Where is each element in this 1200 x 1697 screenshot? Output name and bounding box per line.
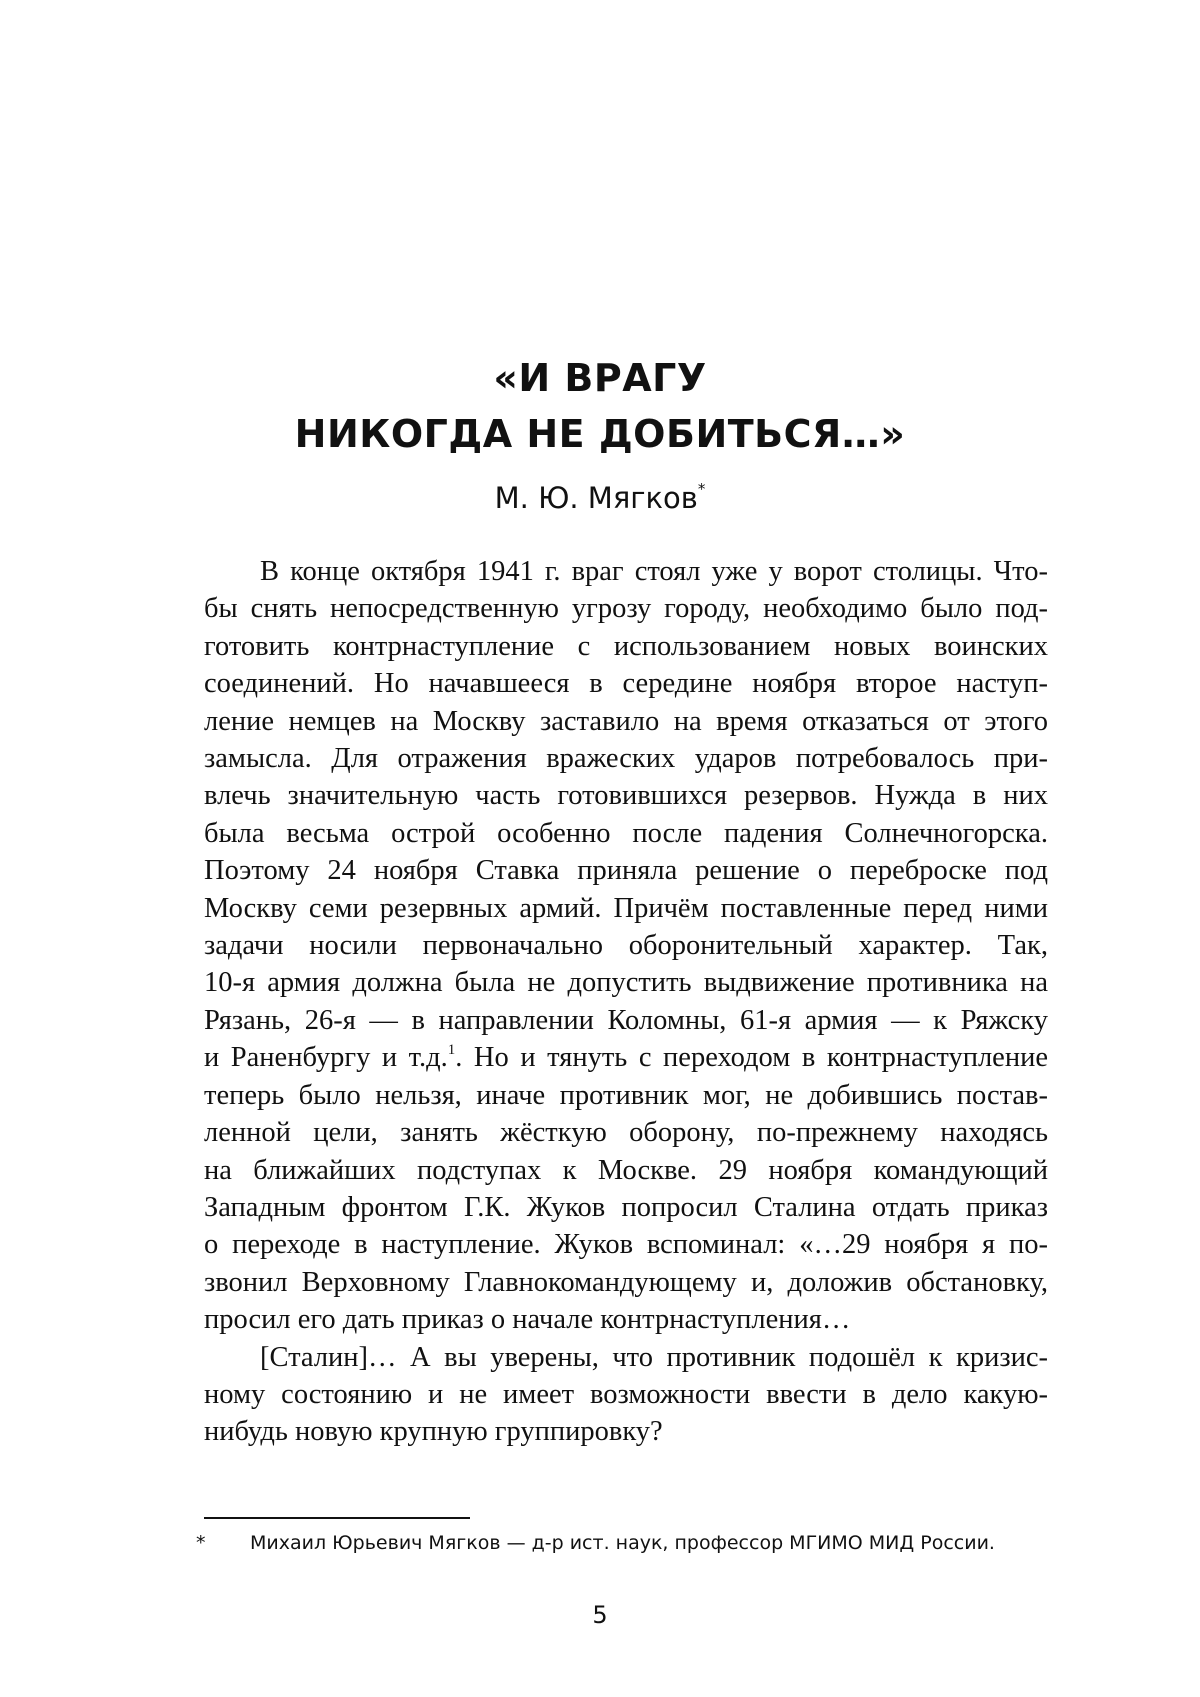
text-line: нибудь новую крупную группировку? xyxy=(204,1416,663,1448)
footnote-mark: * xyxy=(196,1532,206,1554)
footnote-text: Михаил Юрьевич Мягков — д-р ист. наук, профессор МГИМО МИД России. xyxy=(250,1532,995,1554)
text-line: была весьма острой особенно после падения Солнечногорска. xyxy=(204,817,1048,849)
text-line: готовить контрнаступление с использованием новых воинских xyxy=(204,630,1048,662)
chapter-title-line-1: «И ВРАГУ xyxy=(493,356,707,400)
author-name: М. Ю. Мягков xyxy=(494,481,698,515)
text-line: влечь значительную часть готовившихся резервов. Нужда в них xyxy=(204,780,1048,812)
text-line: Москву семи резервных армий. Причём поставленные перед ними xyxy=(204,892,1048,924)
text-line: на ближайших подступах к Москве. 29 ноября командующий xyxy=(204,1154,1048,1186)
text-line: звонил Верховному Главнокомандующему и, доложив обстановку, xyxy=(204,1266,1048,1298)
text-line: замысла. Для отражения вражеских ударов потребовалось при- xyxy=(204,743,1048,775)
text-line: о переходе в наступление. Жуков вспоминал: «…29 ноября я по- xyxy=(204,1229,1048,1261)
author-line xyxy=(0,478,1200,518)
author-footnote-mark: * xyxy=(697,480,706,498)
text-line-with-footnote xyxy=(204,1039,1048,1076)
text-line: бы снять непосредственную угрозу городу, необходимо было под- xyxy=(204,593,1048,625)
page-number: 5 xyxy=(592,1601,608,1629)
body-text xyxy=(204,553,1048,1451)
text-line: задачи носили первоначально оборонительный характер. Так, xyxy=(204,930,1048,962)
text-line: ление немцев на Москву заставило на время отказаться от этого xyxy=(204,705,1048,737)
text-line: 10-я армия должна была не допустить выдвижение противника на xyxy=(204,967,1048,999)
text-line: ному состоянию и не имеет возможности ввести в дело какую- xyxy=(204,1378,1048,1410)
text-line: Рязань, 26-я — в направлении Коломны, 61-я армия — к Ряжску xyxy=(204,1004,1048,1036)
footnote-reference: 1 xyxy=(447,1042,456,1059)
text-line-tail: . Но и тянуть с переходом в контрнаступление xyxy=(455,1042,1048,1074)
chapter-title-line-2: НИКОГДА НЕ ДОБИТЬСЯ…» xyxy=(294,412,906,456)
text-line: просил его дать приказ о начале контрнаступления… xyxy=(204,1304,851,1336)
text-line: [Сталин]… А вы уверены, что противник подошёл к кризис- xyxy=(260,1341,1048,1373)
text-line: Западным фронтом Г.К. Жуков попросил Сталина отдать приказ xyxy=(204,1191,1048,1223)
text-line: ленной цели, занять жёсткую оборону, по-прежнему находясь xyxy=(204,1117,1048,1149)
text-line: В конце октября 1941 г. враг стоял уже у ворот столицы. Что- xyxy=(260,556,1048,587)
text-line-head: и Раненбургу и т.д. xyxy=(204,1042,448,1074)
footnote-divider xyxy=(204,1517,470,1519)
text-line: соединений. Но начавшееся в середине ноября второе наступ- xyxy=(204,668,1048,700)
text-line: Поэтому 24 ноября Ставка приняла решение о переброске под xyxy=(204,855,1048,887)
text-line: теперь было нельзя, иначе противник мог, не добившись постав- xyxy=(204,1079,1048,1111)
